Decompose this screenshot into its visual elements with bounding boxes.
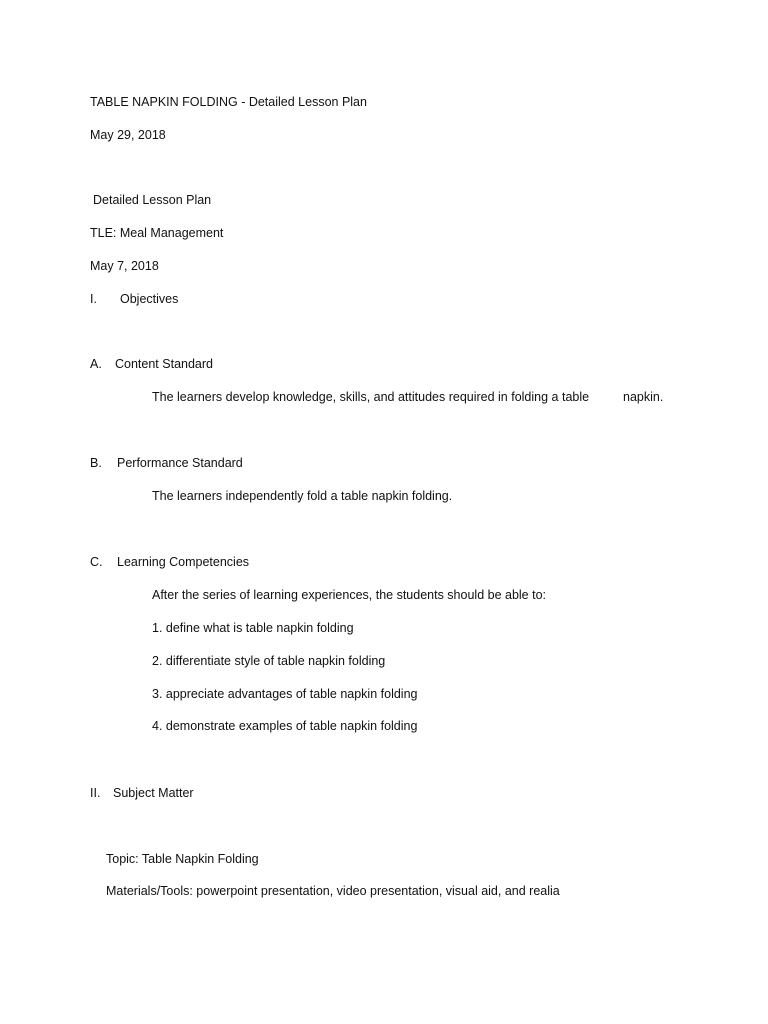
competency-item: 3. appreciate advantages of table napkin folding bbox=[152, 687, 418, 701]
subsection-marker: C. bbox=[90, 555, 103, 569]
subject-line: TLE: Meal Management bbox=[90, 226, 224, 240]
subsection-marker: A. bbox=[90, 357, 102, 371]
document-title: TABLE NAPKIN FOLDING - Detailed Lesson Plan bbox=[90, 95, 367, 109]
section-marker: I. bbox=[90, 292, 97, 306]
subsection-marker: B. bbox=[90, 456, 102, 470]
section-marker: II. bbox=[90, 786, 101, 800]
performance-standard-heading bbox=[90, 455, 243, 471]
learning-competencies-heading bbox=[90, 554, 249, 570]
section-objectives-heading bbox=[90, 291, 178, 307]
competency-item: 1. define what is table napkin folding bbox=[152, 621, 354, 635]
topic-line: Topic: Table Napkin Folding bbox=[106, 852, 259, 866]
subsection-title: Performance Standard bbox=[117, 456, 243, 470]
content-standard-text-end: napkin. bbox=[623, 390, 664, 404]
lesson-plan-heading: Detailed Lesson Plan bbox=[93, 193, 212, 207]
lesson-date: May 7, 2018 bbox=[90, 259, 159, 273]
subsection-title: Content Standard bbox=[115, 357, 213, 371]
section-title: Subject Matter bbox=[113, 786, 194, 800]
section-title: Objectives bbox=[120, 292, 179, 306]
subsection-title: Learning Competencies bbox=[117, 555, 250, 569]
content-standard-text: The learners develop knowledge, skills, and attitudes required in folding a table bbox=[152, 390, 590, 404]
materials-line: Materials/Tools: powerpoint presentation, video presentation, visual aid, and realia bbox=[106, 884, 560, 898]
post-date: May 29, 2018 bbox=[90, 128, 166, 142]
performance-standard-text: The learners independently fold a table napkin folding. bbox=[152, 489, 453, 503]
competency-item: 4. demonstrate examples of table napkin folding bbox=[152, 719, 418, 733]
competency-item: 2. differentiate style of table napkin folding bbox=[152, 654, 386, 668]
learning-competencies-intro: After the series of learning experiences, the students should be able to: bbox=[152, 588, 546, 602]
section-subject-matter-heading bbox=[90, 785, 194, 801]
content-standard-heading bbox=[90, 356, 213, 372]
